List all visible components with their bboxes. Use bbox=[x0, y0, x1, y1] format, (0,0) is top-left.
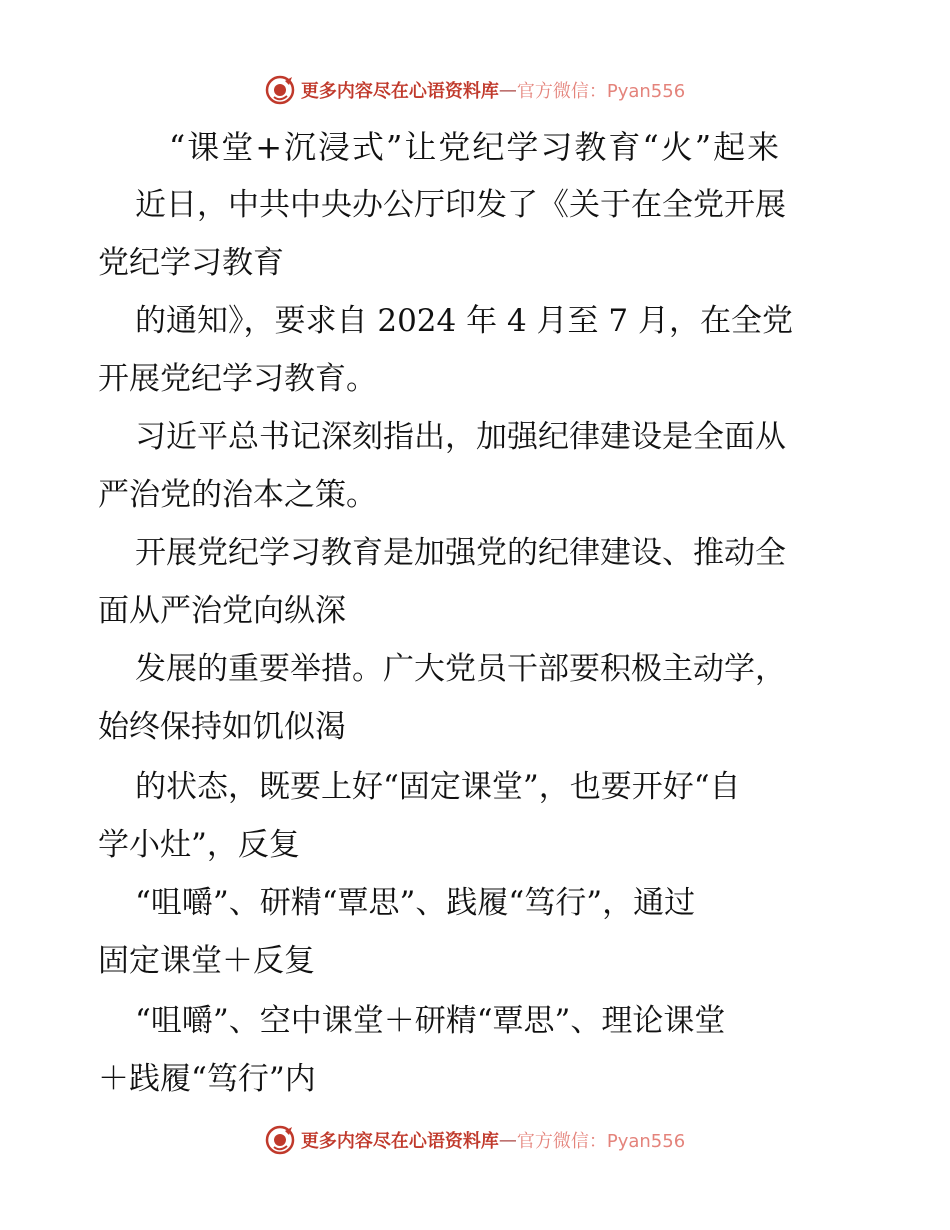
banner-site-name: 更多内容尽在心语资料库 bbox=[300, 81, 499, 102]
document-title: “课堂+沉浸式”让党纪学习教育“火”起来 bbox=[168, 128, 782, 166]
banner-separator: — bbox=[498, 1129, 517, 1151]
banner-wechat: 官方微信：Pyan556 bbox=[516, 1131, 686, 1152]
paragraph-line: 党纪学习教育 bbox=[98, 245, 284, 281]
banner-separator: — bbox=[498, 79, 517, 101]
paragraph-line: 近日，中共中央办公厅印发了《关于在全党开展 bbox=[135, 187, 786, 223]
paragraph-line: 严治党的治本之策。 bbox=[98, 477, 377, 513]
paragraph-line: 开展党纪学习教育是加强党的纪律建设、推动全 bbox=[135, 535, 786, 571]
paragraph-line: 固定课堂＋反复 bbox=[98, 943, 315, 979]
paragraph-line: 始终保持如饥似渴 bbox=[98, 709, 346, 745]
paragraph-line: 发展的重要举措。广大党员干部要积极主动学， bbox=[135, 651, 786, 687]
paragraph-line: 习近平总书记深刻指出，加强纪律建设是全面从 bbox=[135, 419, 786, 455]
paragraph-line: 开展党纪学习教育。 bbox=[98, 361, 377, 397]
banner-wechat: 官方微信：Pyan556 bbox=[516, 81, 686, 102]
paragraph-line: 的通知》，要求自 2024 年 4 月至 7 月，在全党 bbox=[135, 303, 793, 339]
paragraph-line: 面从严治党向纵深 bbox=[98, 593, 346, 629]
header-banner bbox=[0, 72, 950, 108]
paragraph-line: 学小灶”，反复 bbox=[98, 827, 300, 863]
banner-site-name: 更多内容尽在心语资料库 bbox=[300, 1131, 499, 1152]
paragraph-line: 的状态，既要上好“固定课堂”，也要开好“自 bbox=[135, 769, 741, 805]
logo-icon bbox=[265, 75, 295, 105]
paragraph-line: “咀嚼”、研精“覃思”、践履“笃行”，通过 bbox=[135, 885, 696, 921]
logo-icon bbox=[265, 1125, 295, 1155]
footer-banner bbox=[0, 1122, 950, 1158]
paragraph-line: “咀嚼”、空中课堂＋研精“覃思”、理论课堂 bbox=[135, 1003, 726, 1039]
paragraph-line: ＋践履“笃行”内 bbox=[98, 1061, 316, 1097]
